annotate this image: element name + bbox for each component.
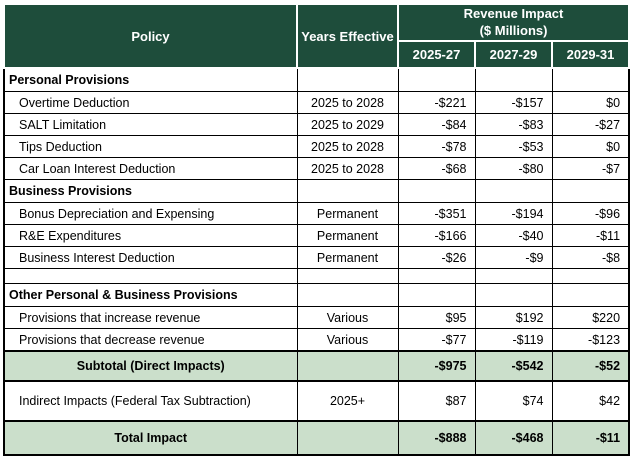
policy-cell: Total Impact xyxy=(4,421,297,455)
value-cell-2027-29: $192 xyxy=(475,307,552,329)
value-cell-2025-27: -$78 xyxy=(398,136,475,158)
years-effective-cell xyxy=(297,351,398,381)
value-cell-2025-27: $87 xyxy=(398,381,475,421)
value-cell-2027-29 xyxy=(475,68,552,92)
value-cell-2027-29 xyxy=(475,269,552,284)
value-cell-2029-31: -$8 xyxy=(552,247,629,269)
years-effective-column-header: Years Effective xyxy=(297,4,398,68)
value-cell-2029-31: $0 xyxy=(552,92,629,114)
years-effective-cell: Various xyxy=(297,307,398,329)
table-row xyxy=(4,203,629,225)
policy-cell: Tips Deduction xyxy=(4,136,297,158)
table-row xyxy=(4,68,629,92)
value-cell-2027-29: -$194 xyxy=(475,203,552,225)
value-cell-2029-31 xyxy=(552,68,629,92)
policy-cell: Provisions that decrease revenue xyxy=(4,329,297,352)
value-cell-2029-31: -$52 xyxy=(552,351,629,381)
table-row xyxy=(4,284,629,307)
period-header-2027-29: 2027-29 xyxy=(475,41,552,68)
value-cell-2025-27: -$84 xyxy=(398,114,475,136)
policy-cell: R&E Expenditures xyxy=(4,225,297,247)
policy-cell: Business Interest Deduction xyxy=(4,247,297,269)
value-cell-2029-31: $0 xyxy=(552,136,629,158)
policy-cell: Car Loan Interest Deduction xyxy=(4,158,297,180)
period-header-2025-27: 2025-27 xyxy=(398,41,475,68)
value-cell-2027-29: -$80 xyxy=(475,158,552,180)
table-row xyxy=(4,247,629,269)
value-cell-2029-31: -$27 xyxy=(552,114,629,136)
table-row xyxy=(4,269,629,284)
value-cell-2027-29: $74 xyxy=(475,381,552,421)
value-cell-2025-27: -$888 xyxy=(398,421,475,455)
years-effective-cell: 2025 to 2028 xyxy=(297,136,398,158)
value-cell-2029-31 xyxy=(552,284,629,307)
table-row xyxy=(4,158,629,180)
value-cell-2029-31: -$11 xyxy=(552,421,629,455)
policy-cell: Bonus Depreciation and Expensing xyxy=(4,203,297,225)
value-cell-2029-31 xyxy=(552,180,629,203)
years-effective-cell: Various xyxy=(297,329,398,352)
table-row xyxy=(4,307,629,329)
value-cell-2025-27: $95 xyxy=(398,307,475,329)
table-row xyxy=(4,136,629,158)
table-row xyxy=(4,92,629,114)
revenue-impact-title-line2: ($ Millions) xyxy=(479,22,548,38)
years-effective-cell xyxy=(297,269,398,284)
years-effective-cell xyxy=(297,68,398,92)
policy-cell xyxy=(4,269,297,284)
value-cell-2027-29: -$119 xyxy=(475,329,552,352)
value-cell-2027-29: -$157 xyxy=(475,92,552,114)
revenue-impact-table xyxy=(3,3,630,456)
policy-cell: SALT Limitation xyxy=(4,114,297,136)
value-cell-2025-27: -$166 xyxy=(398,225,475,247)
table-body xyxy=(4,68,629,455)
value-cell-2029-31: -$7 xyxy=(552,158,629,180)
policy-cell: Business Provisions xyxy=(4,180,297,203)
policy-cell: Provisions that increase revenue xyxy=(4,307,297,329)
table-row xyxy=(4,114,629,136)
value-cell-2029-31: -$96 xyxy=(552,203,629,225)
years-effective-cell: Permanent xyxy=(297,247,398,269)
value-cell-2027-29 xyxy=(475,284,552,307)
policy-cell: Subtotal (Direct Impacts) xyxy=(4,351,297,381)
value-cell-2029-31 xyxy=(552,269,629,284)
table-row xyxy=(4,180,629,203)
revenue-impact-title-line1: Revenue Impact xyxy=(463,6,564,22)
value-cell-2025-27 xyxy=(398,68,475,92)
years-effective-cell: 2025 to 2028 xyxy=(297,158,398,180)
policy-cell: Indirect Impacts (Federal Tax Subtraction) xyxy=(4,381,297,421)
value-cell-2029-31: $220 xyxy=(552,307,629,329)
policy-cell: Overtime Deduction xyxy=(4,92,297,114)
value-cell-2025-27: -$975 xyxy=(398,351,475,381)
value-cell-2025-27 xyxy=(398,269,475,284)
value-cell-2025-27 xyxy=(398,180,475,203)
table-row xyxy=(4,421,629,455)
value-cell-2027-29: -$9 xyxy=(475,247,552,269)
value-cell-2025-27: -$26 xyxy=(398,247,475,269)
years-effective-cell xyxy=(297,180,398,203)
header-row-top xyxy=(4,4,629,41)
value-cell-2025-27: -$68 xyxy=(398,158,475,180)
years-effective-cell: 2025+ xyxy=(297,381,398,421)
value-cell-2029-31: -$123 xyxy=(552,329,629,352)
policy-column-header: Policy xyxy=(4,4,297,68)
value-cell-2027-29: -$542 xyxy=(475,351,552,381)
value-cell-2025-27: -$77 xyxy=(398,329,475,352)
value-cell-2029-31: -$11 xyxy=(552,225,629,247)
period-header-2029-31: 2029-31 xyxy=(552,41,629,68)
value-cell-2027-29: -$468 xyxy=(475,421,552,455)
table-header xyxy=(4,4,629,68)
years-effective-cell: 2025 to 2029 xyxy=(297,114,398,136)
years-effective-cell xyxy=(297,284,398,307)
years-effective-cell xyxy=(297,421,398,455)
value-cell-2025-27: -$351 xyxy=(398,203,475,225)
value-cell-2025-27: -$221 xyxy=(398,92,475,114)
value-cell-2027-29 xyxy=(475,180,552,203)
revenue-impact-report xyxy=(3,3,630,456)
value-cell-2025-27 xyxy=(398,284,475,307)
revenue-impact-header xyxy=(398,4,629,41)
value-cell-2027-29: -$53 xyxy=(475,136,552,158)
years-effective-cell: Permanent xyxy=(297,225,398,247)
table-row xyxy=(4,381,629,421)
years-effective-cell: Permanent xyxy=(297,203,398,225)
policy-cell: Other Personal & Business Provisions xyxy=(4,284,297,307)
table-row xyxy=(4,329,629,352)
table-row xyxy=(4,351,629,381)
value-cell-2027-29: -$83 xyxy=(475,114,552,136)
value-cell-2027-29: -$40 xyxy=(475,225,552,247)
policy-cell: Personal Provisions xyxy=(4,68,297,92)
value-cell-2029-31: $42 xyxy=(552,381,629,421)
table-row xyxy=(4,225,629,247)
years-effective-cell: 2025 to 2028 xyxy=(297,92,398,114)
